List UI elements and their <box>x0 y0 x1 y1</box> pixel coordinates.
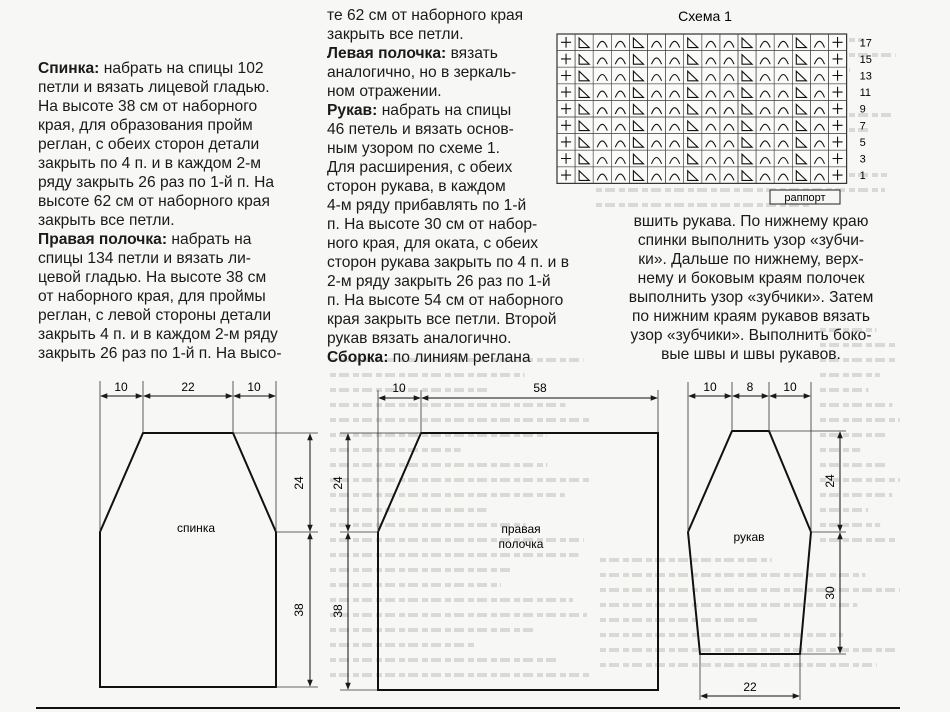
assembly-continued-line: ки». Дальше по нижнему, верх- <box>638 251 864 268</box>
sleeve-line: 4-м ряду прибавлять по 1-й <box>327 197 527 214</box>
scheme-row-number: 15 <box>859 53 872 66</box>
spinka-line: На высоте 38 см от наборного <box>38 98 258 115</box>
sleeve-dim-top-3: 10 <box>783 380 797 394</box>
sleeve-piece <box>688 380 846 700</box>
right-front-line: закрыть 26 раз по 1-й п. На высо- <box>38 345 282 362</box>
sleeve-line: сторон рукава закрыть по 4 п. и в <box>327 254 569 271</box>
right-front-label-2: полочка <box>498 537 544 551</box>
right-front-line: спицы 134 петли и вязать ли- <box>38 250 251 267</box>
assembly-continued-line: нему и боковым краям полочек <box>637 270 865 287</box>
right-front-heading: Правая полочка: <box>38 231 168 248</box>
sleeve-line: ным узором по схеме 1. <box>327 140 500 157</box>
sleeve-line: Для расширения, с обеих <box>327 159 513 176</box>
left-front-line: аналогично, но в зеркаль- <box>327 64 517 81</box>
right-front-label-1: правая <box>501 522 541 536</box>
right-front-piece <box>331 381 658 690</box>
assembly-continued-line: спинки выполнить узор «зубчи- <box>637 232 865 249</box>
right-front-line: от наборного края, для проймы <box>38 288 266 305</box>
sleeve-heading: Рукав: <box>327 102 378 119</box>
back-dim-top-1: 10 <box>114 380 128 394</box>
right-front-dim-side-1: 24 <box>331 476 345 490</box>
sleeve-line: ного края, для оката, с обеих <box>327 235 539 252</box>
sleeve-line: края закрыть все петли. Второй <box>327 311 557 328</box>
right-front-dim-top-2: 58 <box>533 381 547 395</box>
spinka-line: края, для образования пройм <box>38 117 253 134</box>
sleeve-line: п. На высоте 54 см от наборного <box>327 292 564 309</box>
sleeve-line: набрать на спицы <box>381 102 512 119</box>
sleeve-line: рукав вязать аналогично. <box>327 330 512 347</box>
assembly-continued-line: выполнить узор «зубчики». Затем <box>628 289 874 306</box>
spinka-line: закрыть все петли. <box>38 212 175 229</box>
spinka-line: высоте 62 см от наборного края <box>38 193 270 210</box>
sleeve-line: п. На высоте 30 см от набор- <box>327 216 538 233</box>
assembly-continued-line: по нижним краям рукавов вязать <box>631 308 871 325</box>
back-dim-top-2: 22 <box>181 380 195 394</box>
rapport-label: раппорт <box>784 192 826 204</box>
assembly-continued-line: узор «зубчики». Выполнить боко- <box>630 327 872 344</box>
assembly-line: по линиям реглана <box>392 349 531 366</box>
spinka-line: ряду закрыть 26 раз по 1-й п. На <box>38 174 275 191</box>
scheme-row-number: 17 <box>859 37 872 50</box>
sleeve-line: 2-м ряду закрыть 26 раз по 1-й <box>327 273 551 290</box>
sleeve-line: сторон рукава, в каждом <box>327 178 506 195</box>
back-dim-side-1: 24 <box>292 476 306 490</box>
scheme-row-number: 7 <box>859 120 866 133</box>
left-front-heading: Левая полочка: <box>327 45 447 62</box>
left-front-line: ном отражении. <box>327 83 442 100</box>
continuation-line: закрыть все петли. <box>327 26 464 43</box>
assembly-continued-line: вшить рукава. По нижнему краю <box>633 213 869 230</box>
spinka-line: закрыть по 4 п. и в каждом 2-м <box>38 155 262 172</box>
spinka-line: петли и вязать лицевой гладью. <box>38 79 270 96</box>
scheme-row-number: 3 <box>859 153 866 166</box>
left-front-line: вязать <box>450 45 498 62</box>
sleeve-dim-top-2: 8 <box>746 380 754 394</box>
scheme-row-number: 9 <box>859 103 866 116</box>
sleeve-label: рукав <box>733 530 765 544</box>
scheme-title: Схема 1 <box>678 8 732 24</box>
sleeve-dim-side-1: 24 <box>823 474 837 488</box>
sleeve-extension-lines <box>688 382 846 700</box>
right-front-line: закрыть 4 п. и в каждом 2-м ряду <box>38 326 278 343</box>
right-front-line: реглан, с левой стороны детали <box>38 307 272 324</box>
back-label: спинка <box>176 521 216 535</box>
scheme-row-number: 11 <box>859 87 872 100</box>
scheme-row-number: 13 <box>859 70 872 83</box>
right-front-dim-top-1: 10 <box>392 381 406 395</box>
spinka-heading: Спинка: <box>38 60 100 77</box>
scheme-row-number: 5 <box>859 136 866 149</box>
back-dim-side-2: 38 <box>292 603 306 617</box>
spinka-line: набрать на спицы 102 <box>103 60 264 77</box>
spinka-line: реглан, с обеих сторон детали <box>38 136 260 153</box>
right-front-outline <box>378 433 658 690</box>
sleeve-line: 46 петель и вязать основ- <box>327 121 514 138</box>
scheme-row-number: 1 <box>859 170 866 183</box>
assembly-heading: Сборка: <box>327 349 389 366</box>
assembly-continued-line: вые швы и швы рукавов. <box>661 346 841 363</box>
sleeve-dim-bottom: 22 <box>743 680 757 694</box>
continuation-line: те 62 см от наборного края <box>327 7 524 24</box>
sleeve-dim-side-2: 30 <box>823 586 837 600</box>
sleeve-dim-top-1: 10 <box>703 380 717 394</box>
right-front-dim-side-2: 38 <box>331 604 345 618</box>
back-piece <box>100 380 318 687</box>
back-outline <box>100 433 276 687</box>
right-front-line: цевой гладью. На высоте 38 см <box>38 269 267 286</box>
right-front-line: набрать на <box>171 231 252 248</box>
back-dim-top-3: 10 <box>247 380 261 394</box>
